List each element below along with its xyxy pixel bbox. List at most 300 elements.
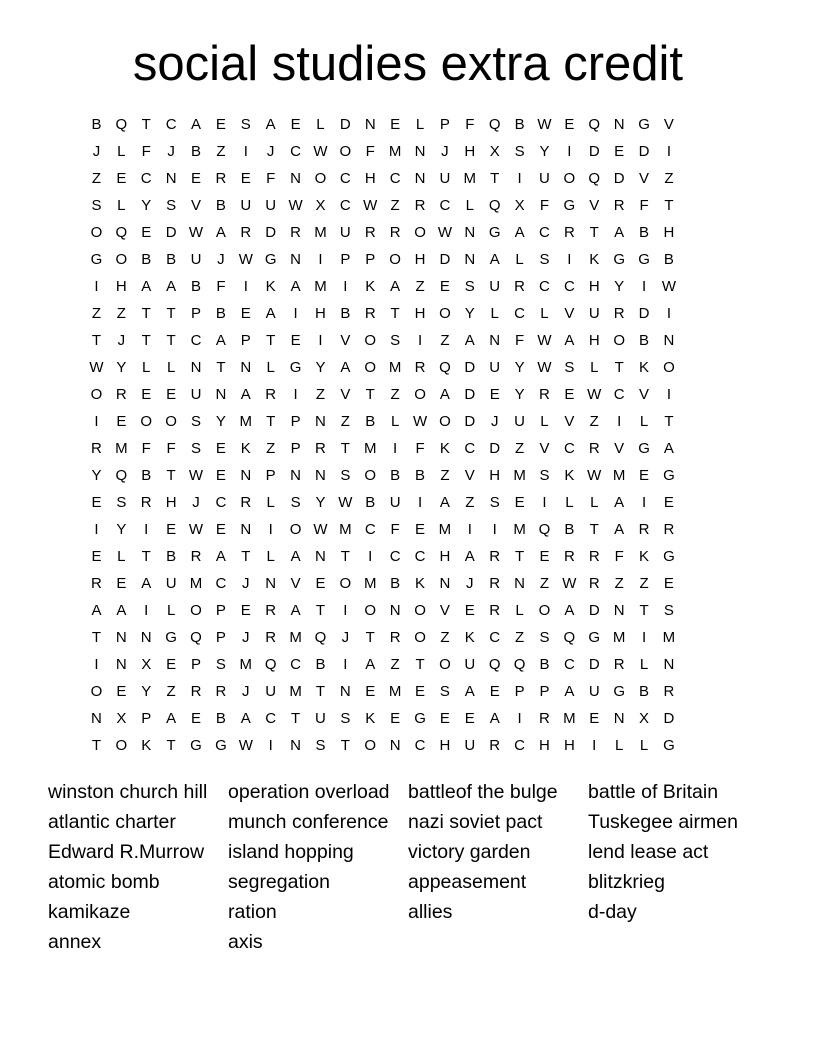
grid-letter: B: [215, 710, 226, 727]
grid-letter: A: [166, 710, 177, 727]
grid-letter: J: [167, 143, 175, 160]
word-list-item: allies: [408, 901, 453, 923]
grid-letter: T: [340, 440, 350, 457]
grid-letter: R: [663, 683, 675, 700]
word-list-item: axis: [228, 931, 263, 953]
grid-letter: Y: [614, 278, 625, 295]
grid-letter: N: [339, 683, 351, 700]
grid-letter: M: [363, 575, 377, 592]
grid-letter: H: [489, 467, 501, 484]
grid-letter: D: [613, 170, 625, 187]
grid-letter: D: [464, 386, 476, 403]
grid-letter: V: [589, 197, 600, 214]
grid-letter: X: [116, 710, 127, 727]
grid-letter: P: [439, 116, 450, 133]
word-list-item: appeasement: [408, 871, 527, 893]
grid-letter: A: [290, 602, 301, 619]
grid-letter: L: [515, 602, 524, 619]
grid-letter: T: [290, 710, 301, 727]
grid-letter: W: [338, 494, 353, 511]
grid-letter: M: [339, 521, 352, 538]
grid-letter: A: [265, 305, 276, 322]
grid-letter: S: [191, 440, 202, 457]
grid-letter: W: [363, 197, 378, 214]
grid-letter: O: [90, 683, 103, 700]
grid-letter: C: [414, 737, 426, 754]
grid-letter: J: [92, 143, 101, 160]
grid-letter: G: [414, 710, 426, 727]
grid-letter: A: [390, 278, 401, 295]
grid-letter: N: [514, 575, 525, 592]
grid-letter: T: [91, 737, 102, 754]
grid-letter: W: [537, 359, 552, 376]
grid-letter: A: [514, 224, 525, 241]
grid-row: [84, 246, 732, 273]
grid-letter: N: [290, 251, 301, 268]
grid-letter: T: [415, 656, 425, 673]
grid-letter: D: [588, 602, 600, 619]
grid-letter: O: [439, 413, 451, 430]
grid-letter: C: [514, 305, 525, 322]
grid-letter: T: [315, 683, 326, 700]
grid-letter: T: [166, 305, 176, 322]
grid-letter: T: [216, 359, 226, 376]
grid-letter: U: [588, 683, 600, 700]
grid-letter: Q: [488, 116, 501, 133]
grid-letter: F: [415, 440, 425, 457]
grid-row: [84, 597, 732, 624]
grid-letter: I: [617, 413, 622, 430]
grid-letter: C: [290, 143, 301, 160]
grid-letter: W: [313, 143, 328, 160]
grid-letter: E: [215, 521, 226, 538]
grid-letter: K: [639, 548, 650, 565]
grid-letter: Z: [465, 494, 475, 511]
grid-letter: A: [614, 494, 625, 511]
grid-row: [84, 219, 732, 246]
grid-letter: N: [464, 224, 476, 241]
grid-letter: L: [639, 413, 649, 430]
grid-letter: A: [215, 224, 226, 241]
grid-letter: R: [290, 224, 301, 241]
grid-letter: N: [190, 359, 202, 376]
grid-letter: B: [191, 278, 202, 295]
grid-letter: L: [639, 737, 649, 754]
page-title: social studies extra credit: [132, 37, 684, 91]
grid-row: [84, 516, 732, 543]
grid-letter: L: [117, 197, 126, 214]
grid-letter: W: [238, 737, 253, 754]
grid-letter: U: [464, 737, 476, 754]
grid-letter: L: [515, 251, 524, 268]
grid-letter: M: [612, 467, 626, 484]
grid-letter: R: [638, 521, 650, 538]
grid-letter: C: [464, 440, 476, 457]
grid-letter: S: [340, 710, 351, 727]
grid-letter: U: [265, 683, 277, 700]
grid-letter: E: [116, 413, 127, 430]
word-list-item: segregation: [228, 871, 330, 893]
grid-letter: E: [290, 332, 301, 349]
grid-letter: N: [290, 737, 301, 754]
grid-letter: E: [390, 116, 401, 133]
grid-letter: E: [439, 278, 450, 295]
grid-letter: T: [390, 305, 400, 322]
grid-letter: I: [492, 521, 497, 538]
grid-letter: H: [464, 143, 476, 160]
grid-letter: C: [364, 521, 376, 538]
grid-letter: A: [439, 494, 450, 511]
grid-letter: S: [215, 656, 226, 673]
grid-letter: H: [414, 305, 426, 322]
grid-letter: T: [614, 359, 624, 376]
grid-letter: P: [215, 602, 226, 619]
grid-letter: N: [489, 332, 501, 349]
grid-letter: G: [638, 440, 650, 457]
grid-letter: O: [364, 737, 377, 754]
grid-letter: L: [316, 116, 325, 133]
grid-letter: O: [414, 602, 426, 619]
grid-row: [84, 165, 732, 192]
grid-letter: K: [439, 440, 450, 457]
grid-letter: W: [587, 386, 602, 403]
grid-letter: Y: [315, 359, 326, 376]
grid-letter: C: [165, 116, 177, 133]
grid-letter: T: [589, 224, 599, 241]
word-list-item: d-day: [588, 901, 637, 923]
grid-letter: U: [165, 575, 177, 592]
grid-letter: N: [414, 143, 426, 160]
grid-letter: Y: [141, 197, 152, 214]
grid-letter: R: [190, 548, 202, 565]
grid-letter: L: [142, 359, 151, 376]
grid-letter: O: [339, 143, 352, 160]
grid-letter: A: [166, 278, 177, 295]
grid-row: [84, 381, 732, 408]
grid-letter: S: [191, 413, 202, 430]
grid-letter: C: [339, 197, 351, 214]
grid-letter: L: [565, 494, 574, 511]
grid-letter: E: [141, 224, 152, 241]
grid-letter: M: [388, 143, 402, 160]
grid-letter: E: [116, 170, 127, 187]
grid-row: [84, 192, 732, 219]
grid-letter: S: [514, 143, 525, 160]
grid-letter: K: [415, 575, 426, 592]
grid-letter: R: [539, 386, 550, 403]
word-list-item: munch conference: [228, 811, 389, 833]
grid-letter: R: [265, 629, 277, 646]
grid-letter: A: [141, 575, 152, 592]
grid-letter: O: [115, 251, 128, 268]
grid-letter: X: [315, 197, 326, 214]
grid-letter: U: [514, 413, 525, 430]
grid-letter: C: [563, 278, 575, 295]
grid-letter: F: [390, 521, 400, 538]
grid-letter: T: [639, 602, 649, 619]
grid-letter: I: [641, 494, 647, 511]
grid-letter: D: [588, 656, 600, 673]
grid-letter: O: [414, 386, 426, 403]
grid-letter: J: [192, 494, 200, 511]
grid-letter: J: [242, 575, 250, 592]
grid-letter: A: [191, 116, 202, 133]
grid-letter: B: [315, 656, 326, 673]
grid-letter: O: [414, 224, 426, 241]
grid-letter: T: [664, 197, 674, 214]
grid-letter: O: [165, 413, 177, 430]
grid-letter: P: [215, 629, 226, 646]
grid-letter: E: [614, 143, 625, 160]
grid-letter: E: [639, 467, 650, 484]
grid-letter: S: [166, 197, 177, 214]
grid-letter: E: [166, 386, 177, 403]
grid-letter: T: [141, 548, 151, 565]
grid-letter: D: [464, 413, 476, 430]
grid-letter: D: [464, 359, 476, 376]
grid-letter: B: [415, 467, 426, 484]
grid-letter: W: [587, 467, 602, 484]
grid-letter: R: [240, 224, 252, 241]
grid-letter: U: [240, 197, 252, 214]
grid-letter: I: [417, 494, 423, 511]
grid-letter: C: [339, 170, 351, 187]
grid-letter: G: [165, 629, 177, 646]
grid-letter: N: [290, 170, 301, 187]
grid-letter: Y: [539, 143, 550, 160]
grid-letter: Z: [166, 683, 176, 700]
grid-letter: B: [514, 116, 525, 133]
grid-letter: U: [489, 359, 501, 376]
grid-letter: F: [515, 332, 525, 349]
grid-letter: N: [315, 467, 326, 484]
grid-letter: Z: [639, 575, 649, 592]
grid-letter: Y: [116, 359, 127, 376]
grid-letter: P: [539, 683, 550, 700]
grid-letter: Q: [488, 656, 501, 673]
grid-letter: I: [268, 521, 273, 538]
grid-letter: G: [488, 224, 501, 241]
grid-letter: B: [639, 332, 650, 349]
grid-letter: N: [165, 170, 177, 187]
grid-letter: N: [663, 656, 675, 673]
grid-letter: H: [663, 224, 675, 241]
grid-letter: G: [613, 683, 625, 700]
grid-letter: N: [91, 710, 102, 727]
word-search-grid: [84, 111, 732, 759]
grid-letter: T: [589, 521, 599, 538]
grid-letter: R: [563, 224, 575, 241]
word-list-item: Edward R.Murrow: [48, 841, 205, 863]
grid-letter: W: [238, 251, 253, 268]
grid-letter: M: [363, 440, 377, 457]
grid-letter: W: [188, 521, 204, 538]
grid-letter: A: [489, 710, 500, 727]
grid-letter: F: [539, 197, 550, 214]
grid-letter: A: [614, 521, 625, 538]
grid-letter: R: [414, 359, 426, 376]
grid-letter: Y: [215, 413, 226, 430]
grid-letter: S: [290, 494, 301, 511]
grid-letter: E: [589, 710, 600, 727]
grid-letter: R: [414, 197, 426, 214]
grid-letter: J: [341, 629, 350, 646]
grid-letter: E: [564, 116, 575, 133]
grid-letter: C: [265, 710, 277, 727]
grid-letter: L: [540, 413, 549, 430]
grid-letter: T: [515, 548, 525, 565]
grid-letter: Y: [141, 683, 152, 700]
grid-letter: U: [439, 170, 451, 187]
grid-row: [84, 354, 732, 381]
word-bank: [48, 779, 788, 959]
word-list-item: victory garden: [408, 841, 531, 863]
grid-letter: M: [662, 629, 676, 646]
grid-letter: B: [639, 224, 650, 241]
grid-letter: U: [190, 386, 202, 403]
grid-row: [84, 705, 732, 732]
grid-letter: M: [289, 683, 302, 700]
grid-letter: S: [464, 278, 475, 295]
grid-letter: L: [590, 494, 599, 511]
grid-letter: I: [467, 521, 472, 538]
grid-letter: A: [439, 386, 450, 403]
grid-letter: L: [266, 359, 275, 376]
grid-row: [84, 327, 732, 354]
grid-row: [84, 273, 732, 300]
grid-letter: E: [215, 467, 226, 484]
grid-letter: T: [365, 386, 375, 403]
grid-letter: W: [537, 116, 552, 133]
grid-letter: E: [290, 116, 301, 133]
grid-letter: G: [613, 251, 625, 268]
grid-letter: B: [141, 251, 152, 268]
grid-letter: B: [365, 413, 376, 430]
grid-letter: N: [613, 116, 625, 133]
grid-letter: Z: [440, 332, 450, 349]
grid-letter: D: [663, 710, 675, 727]
grid-letter: M: [388, 683, 402, 700]
grid-letter: Z: [340, 413, 350, 430]
grid-letter: T: [266, 413, 276, 430]
grid-letter: E: [240, 602, 251, 619]
grid-letter: T: [340, 737, 350, 754]
grid-letter: F: [141, 143, 151, 160]
grid-letter: V: [639, 170, 650, 187]
grid-letter: C: [439, 197, 451, 214]
grid-letter: D: [638, 143, 650, 160]
grid-letter: M: [612, 629, 626, 646]
grid-letter: R: [265, 602, 277, 619]
grid-letter: G: [663, 467, 675, 484]
grid-letter: V: [639, 386, 650, 403]
grid-letter: G: [663, 548, 675, 565]
grid-letter: D: [638, 305, 650, 322]
grid-letter: N: [414, 170, 426, 187]
grid-row: [84, 732, 732, 759]
grid-letter: Y: [116, 521, 127, 538]
grid-letter: O: [414, 629, 426, 646]
grid-letter: T: [166, 737, 176, 754]
grid-letter: S: [116, 494, 127, 511]
grid-letter: O: [339, 575, 352, 592]
grid-letter: T: [315, 602, 326, 619]
grid-letter: O: [314, 170, 327, 187]
grid-letter: C: [563, 656, 575, 673]
grid-letter: B: [141, 467, 152, 484]
grid-letter: V: [439, 602, 450, 619]
grid-letter: Y: [315, 494, 326, 511]
grid-letter: E: [215, 440, 226, 457]
grid-letter: I: [567, 143, 572, 160]
grid-letter: X: [489, 143, 500, 160]
grid-letter: L: [117, 143, 126, 160]
grid-letter: I: [318, 251, 323, 268]
grid-letter: B: [91, 116, 102, 133]
grid-letter: V: [191, 197, 202, 214]
grid-letter: C: [563, 440, 575, 457]
grid-letter: Y: [464, 305, 475, 322]
word-list-item: battle of Britain: [588, 781, 719, 803]
grid-letter: I: [517, 710, 522, 727]
grid-letter: I: [243, 143, 248, 160]
grid-letter: I: [542, 494, 547, 511]
grid-letter: I: [293, 386, 298, 403]
grid-letter: L: [490, 305, 499, 322]
grid-letter: I: [144, 602, 149, 619]
grid-letter: E: [166, 656, 177, 673]
grid-letter: G: [190, 737, 202, 754]
grid-letter: A: [564, 683, 575, 700]
grid-letter: A: [464, 548, 475, 565]
grid-letter: I: [94, 413, 99, 430]
grid-letter: X: [639, 710, 650, 727]
grid-letter: G: [663, 737, 675, 754]
grid-letter: E: [315, 575, 326, 592]
grid-letter: F: [639, 197, 649, 214]
grid-letter: A: [240, 710, 251, 727]
grid-letter: B: [663, 251, 674, 268]
grid-letter: K: [464, 629, 475, 646]
grid-row: [84, 624, 732, 651]
grid-row: [84, 651, 732, 678]
grid-letter: V: [340, 332, 351, 349]
grid-letter: Y: [514, 386, 525, 403]
grid-letter: A: [464, 332, 475, 349]
grid-letter: R: [514, 278, 525, 295]
grid-letter: K: [639, 359, 650, 376]
grid-letter: F: [365, 143, 375, 160]
grid-letter: S: [439, 683, 450, 700]
grid-letter: B: [215, 197, 226, 214]
word-list-item: ration: [228, 901, 277, 923]
grid-letter: S: [390, 332, 401, 349]
grid-letter: R: [215, 683, 227, 700]
grid-letter: N: [265, 575, 277, 592]
grid-letter: U: [190, 251, 202, 268]
grid-letter: M: [388, 359, 402, 376]
grid-letter: E: [240, 170, 251, 187]
grid-letter: B: [166, 251, 177, 268]
grid-letter: G: [90, 251, 103, 268]
grid-letter: P: [191, 305, 202, 322]
grid-letter: O: [364, 602, 377, 619]
grid-letter: T: [664, 413, 674, 430]
grid-letter: Z: [589, 413, 599, 430]
grid-letter: L: [166, 602, 176, 619]
grid-letter: A: [489, 251, 500, 268]
grid-letter: Z: [266, 440, 276, 457]
